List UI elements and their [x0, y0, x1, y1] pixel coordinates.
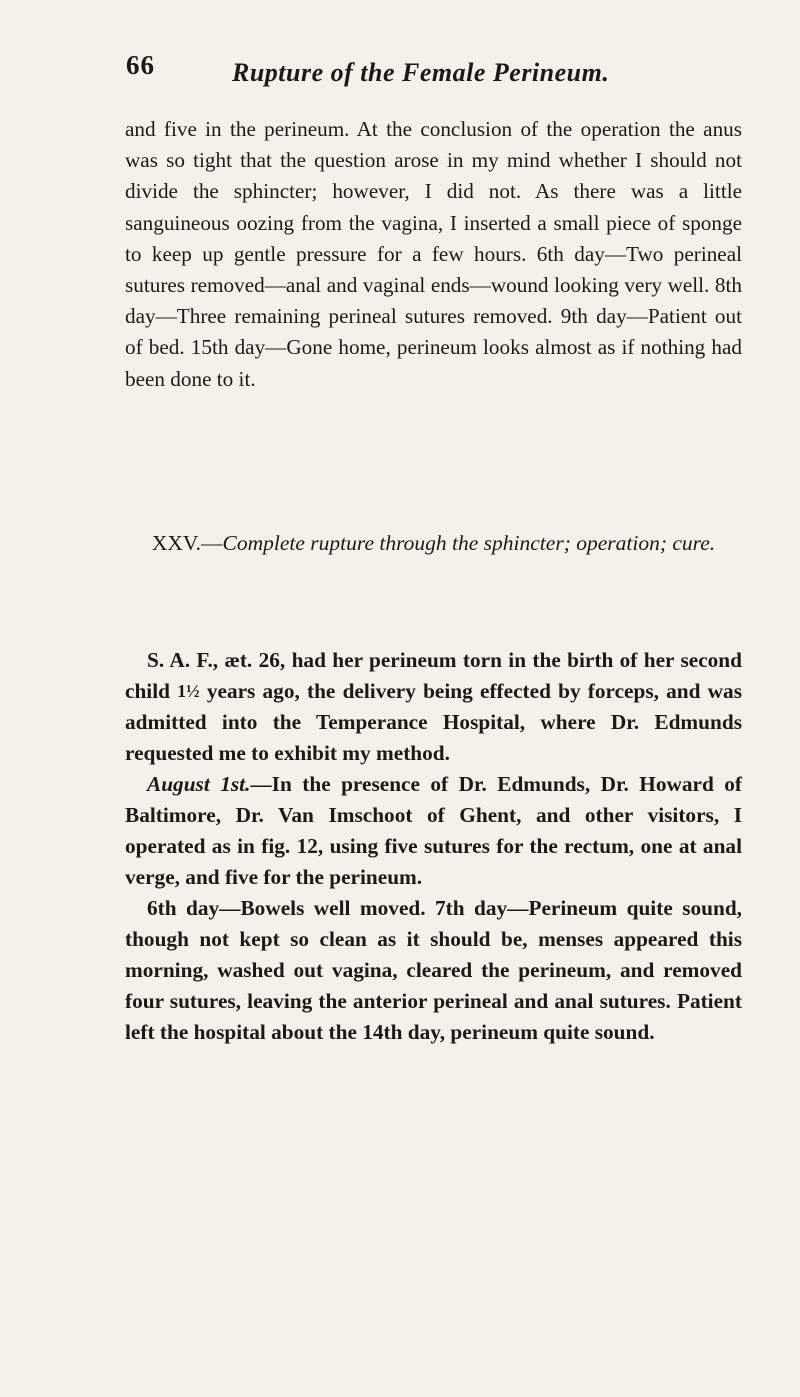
case-paragraph-operation [125, 769, 742, 893]
page-number: 66 [126, 50, 155, 80]
continuation-paragraph [125, 114, 742, 395]
section-heading [125, 527, 742, 560]
section-number: XXV.— [151, 531, 223, 555]
case-paragraph-progress: 6th day—Bowels well moved. 7th day—Perineum quite sound, though not kept so clean as it should be, menses appeared this morning, washed out vagina, cleared the perineum, and removed four sutures, leaving the anterior perineal and anal sutures. Patient left the hospital about the 14th day, perineum quite sound. [125, 896, 742, 1044]
case-text-part: years ago, the delivery being effected by forceps, and was admitted into the Temperance Hospital, where Dr. Edmunds requested me to exhibit my method. [125, 679, 742, 765]
case-text-part: S. A. F., æt. 26, had her perineum torn in the birth of her second child [125, 648, 742, 703]
section-title: Complete rupture through the sphincter; operation; cure. [222, 531, 716, 555]
years-fraction: 1½ [177, 681, 200, 701]
running-head [126, 50, 726, 100]
running-title: Rupture of the Female Perineum. [232, 58, 610, 87]
operation-text: —In the presence of Dr. Edmunds, Dr. Howard of Baltimore, Dr. Van Imschoot of Ghent, and other visitors, I operated as in fig. 12, using five sutures for the rectum, one at anal verge, and five for the perineum. [125, 772, 742, 889]
operation-date: August 1st. [147, 772, 251, 796]
case-report [125, 645, 742, 1048]
case-paragraph-history [125, 645, 742, 769]
paragraph-text: and five in the perineum. At the conclusion of the operation the anus was so tight that the question arose in my mind whether I should not divide the sphincter; however, I did not. As there was a little sanguineous oozing from the vagina, I inserted a small piece of sponge to keep up gentle pressure for a few hours. 6th day—Two perineal sutures removed—anal and vaginal ends—wound looking very well. 8th day—Three remaining perineal sutures removed. 9th day—Patient out of bed. 15th day—Gone home, perineum looks almost as if nothing had been done to it. [125, 117, 742, 391]
